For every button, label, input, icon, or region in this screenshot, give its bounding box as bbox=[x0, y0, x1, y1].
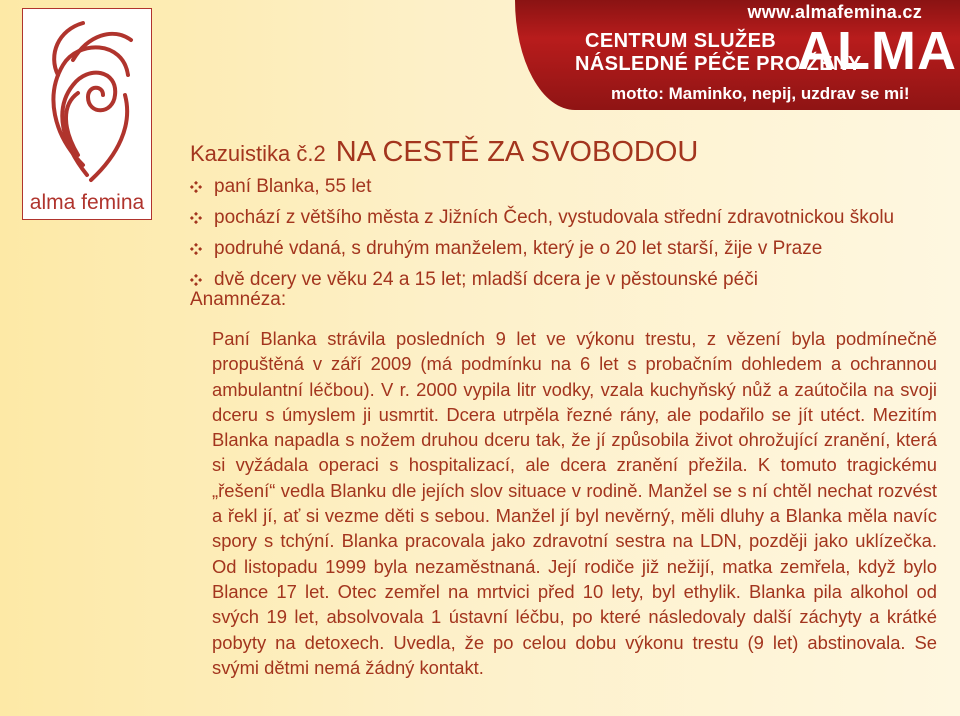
case-paragraph: Paní Blanka strávila posledních 9 let ve výkonu trestu, z vězení byla podmínečně propuštěná v září 2009 (má podmínku na 6 let s probačním dohledem a ochrannou ambulantní léčbou). V r. 2000 vypila litr vodky, vzala kuchyňský nůž a zaútočila na svoji dceru s úmyslem ji usmrtit. Dcera utrpěla řezné rány, ale podařilo se jít utéct. Mezitím Blanka napadla s nožem druhou dceru tak, že jí způsobila život ohrožující zranění, která si vyžádala operaci s hospitalizací, ale dcera zranění přežila. K tomuto tragickému „řešení“ vedla Blanku dle jejích slov situace v rodině. Manžel se s ní chtěl nechat rozvést a řekl jí, ať si vezme děti s sebou. Manžel jí byl nevěrný, měli dluhy a Blanka měla navíc spory s tchýní. Blanka pracovala jako zdravotní sestra na LDN, později jako uklízečka. Od listopadu 1999 byla nezaměstnaná. Její rodiče již nežijí, matka zemřela, když bylo Blance 17 let. Otec zemřel na mrtvici před 10 lety, byl ethylik. Blanka pila alkohol od svých 19 let, absolvovala 1 ústavní léčbu, po které následovaly další záchyty a krátké pobyty na detoxech. Uvedla, že po celou dobu výkonu trestu (9 let) abstinovala. Se svými dětmi nemá žádný kontakt. bbox=[212, 328, 937, 678]
heading-title: NA CESTĚ ZA SVOBODOU bbox=[335, 136, 699, 168]
list-item bbox=[190, 238, 960, 269]
bullet-list bbox=[190, 176, 960, 300]
header-title-line1: CENTRUM SLUŽEB bbox=[585, 30, 777, 52]
alma-femina-logo bbox=[22, 8, 152, 220]
heading-prefix: Kazuistika č.2 bbox=[190, 141, 326, 166]
logo-swirl-icon bbox=[33, 15, 141, 187]
website-url[interactable]: www.almafemina.cz bbox=[747, 2, 922, 22]
anamnesis-label: Anamnéza: bbox=[190, 289, 287, 310]
logo-text: alma femina bbox=[29, 191, 145, 214]
slide-heading bbox=[190, 136, 698, 169]
diamond-bullet-icon bbox=[190, 212, 202, 224]
bullet-text: podruhé vdaná, s druhým manželem, který je o 20 let starší, žije v Praze bbox=[214, 238, 823, 259]
header-title-line2: NÁSLEDNÉ PÉČE PRO ŽENY bbox=[575, 53, 862, 75]
bullet-text: pochází z většího města z Jižních Čech, vystudovala střední zdravotnickou školu bbox=[214, 207, 895, 228]
list-item bbox=[190, 269, 960, 300]
brand-name: ALMA bbox=[797, 21, 957, 81]
bullet-text: paní Blanka, 55 let bbox=[214, 176, 372, 197]
list-item bbox=[190, 176, 960, 207]
diamond-bullet-icon bbox=[190, 181, 202, 193]
bullet-text: dvě dcery ve věku 24 a 15 let; mladší dcera je v pěstounské péči bbox=[214, 269, 758, 290]
list-item bbox=[190, 207, 960, 238]
header-banner bbox=[515, 0, 960, 110]
diamond-bullet-icon bbox=[190, 274, 202, 286]
motto: motto: Maminko, nepij, uzdrav se mi! bbox=[611, 84, 910, 103]
diamond-bullet-icon bbox=[190, 243, 202, 255]
